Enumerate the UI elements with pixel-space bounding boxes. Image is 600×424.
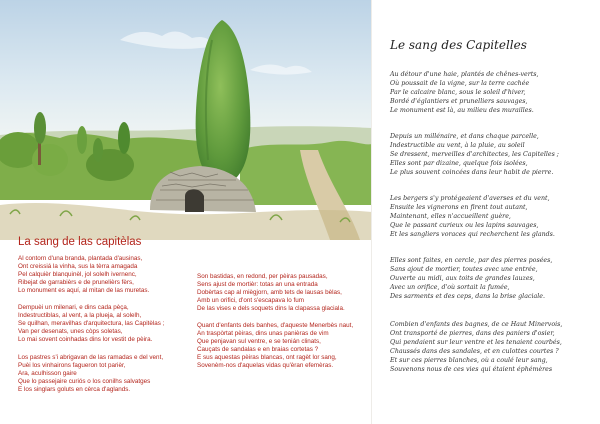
watercolor-illustration [0, 0, 372, 240]
poem-line: Amb un orifici, d'ont s'escapava lo fum [197, 297, 305, 305]
poem-line: Dempuèi un milenari, e dins cada pèça, [18, 304, 129, 311]
occitan-stanza [18, 255, 149, 295]
occitan-stanza [18, 304, 164, 344]
small-tree [34, 112, 46, 144]
poem-line: Dobèrtas cap al miègjorn, amb tets de lausas bèlas, [197, 289, 342, 297]
poem-line: Pel calquièr blanquinèl, jol solelh ivernenc, [18, 271, 137, 279]
poem-line: Cauçats de sandalas e en braias cortetas ? [197, 346, 319, 354]
french-stanza [390, 70, 539, 115]
poem-line: Ara, aculhisson gaire [18, 370, 77, 378]
poem-line: Chaussés dans des sandales, et en culottes courtes ? [390, 348, 559, 356]
french-stanza [390, 194, 555, 239]
poem-line: Combien d'enfants des bagnes, de ce Haut Minervois, [390, 321, 563, 328]
poem-line: Bordé d'églantiers et prunelliers sauvages, [390, 98, 528, 106]
poem-line: Al contorn d'una branda, plantada d'ausinas, [18, 255, 143, 262]
poem-line: Par le calcaire blanc, sous le soleil d'hiver, [390, 89, 526, 97]
poem-line: Lo mai sovent coinhadas dins lor vestit de pèira. [18, 336, 153, 344]
poem-line: Souvenons nous de ces vies qui étaient éphémères [390, 366, 553, 374]
poem-line: Le monument est là, au milieu des murailles. [390, 107, 534, 115]
french-stanza [390, 132, 559, 177]
poem-line: Qui pendaient sur leur ventre et les tenaient courbés, [390, 339, 562, 347]
poem-line: Au détour d'une haie, plantés de chênes-verts, [390, 71, 539, 78]
poem-line: Se quilhan, meravilhas d'arquitectura, las Capitèlas ; [18, 320, 165, 328]
poem-line: Ouverte au midi, aux toits de grandes lauzes, [390, 275, 535, 283]
poem-line: Sens ajust de mortièr: totas an una entrada [197, 281, 318, 289]
poem-line: De las vises e dels soquets dins la clapassa glaciala. [197, 305, 345, 313]
french-stanza [390, 320, 562, 375]
poem-line: Se dressent, merveilles d'architectes, les Capitelles ; [390, 151, 559, 159]
poem-line: Ont transporté de pierres, dans des paniers d'osier, [390, 330, 555, 338]
occitan-stanza [197, 322, 353, 370]
poem-line: Des sarments et des ceps, dans la brise glaciale. [390, 293, 545, 301]
poem-line: An traspòrtat pèiras, dins unas panièras de vim [197, 330, 329, 338]
poem-line: Quant d'enfants dels banhes, d'aqueste Menerbès naut, [197, 322, 354, 329]
poem-line: Que le passant curieux ou les lapins sauvages, [390, 222, 539, 230]
poem-line: Avec un orifice, d'où sortait la fumée, [390, 284, 510, 292]
poem-line: Indestructiblas, al vent, a la plueja, al solelh, [18, 312, 142, 320]
small-tree [77, 126, 87, 154]
poem-line: Lo monument es aquí, al mitan de las muretas. [18, 287, 150, 295]
poem-line: Le plus souvent coincées dans leur habit de pierre. [390, 169, 554, 177]
hut-entrance [185, 189, 204, 212]
french-stanza [390, 256, 552, 301]
poem-line: Depuis un millénaire, et dans chaque parcelle, [390, 133, 539, 140]
shrub [32, 144, 68, 176]
poem-line: Ensuite les vignerons en firent tout autant, [390, 204, 528, 212]
poem-line: E los singlars goluts en cèrca d'aglands. [18, 386, 131, 394]
poem-line: Son bastidas, en redond, per pèiras pausadas, [197, 273, 328, 280]
french-title: Le sang des Capitelles [390, 38, 527, 52]
poem-line: Los pastres s'i abrigavan de las ramadas e del vent, [18, 354, 164, 361]
poem-line: Sovenèm-nos d'aquelas vidas qu'èran efemèras. [197, 362, 334, 370]
poem-line: Où poussait de la vigne, sur la terre cachée [390, 80, 530, 88]
poem-line: Maintenant, elles n'accueillent guère, [390, 213, 511, 221]
poem-line: E sus aquestas pèiras blancas, ont ragèt lor sang, [197, 354, 337, 362]
poem-line: Et sur ces pierres blanches, où a coulé leur sang, [390, 357, 548, 365]
poem-line: Ont creissiá la vinha, sus la tèrra amagada [18, 263, 138, 271]
shrub [86, 149, 134, 181]
poem-line: Et les sangliers voraces qui recherchent les glands. [390, 231, 555, 239]
small-tree [118, 122, 130, 154]
occitan-stanza [197, 273, 345, 313]
poem-line: Ribejat de garrabièrs e de prunelièrs fèrs, [18, 279, 134, 287]
poem-line: Elles sont faites, en cercle, par des pierres posées, [390, 257, 553, 264]
poem-line: Les bergers s'y protégeaient d'averses et du vent, [390, 195, 550, 202]
small-tree [93, 138, 103, 162]
poem-line: Elles sont par dizaine, quelque fois isolées, [390, 160, 528, 168]
occitan-stanza [18, 354, 163, 394]
occitan-title: La sang de las capitèlas [18, 236, 142, 248]
poem-line: Que lo passejaire curiós o los conilhs salvatges [18, 378, 151, 386]
poem-line: Indestructible au vent, à la pluie, au soleil [390, 142, 525, 150]
poem-line: Sans ajout de mortier, toutes avec une entrée, [390, 266, 538, 274]
poem-line: Van per desenats, unes còps soletas, [18, 328, 123, 336]
poem-line: Que penjavan sul ventre, e se tenián clinats, [197, 338, 321, 346]
poem-line: Puèi los vinhairons fagueron tot parièr, [18, 362, 126, 370]
